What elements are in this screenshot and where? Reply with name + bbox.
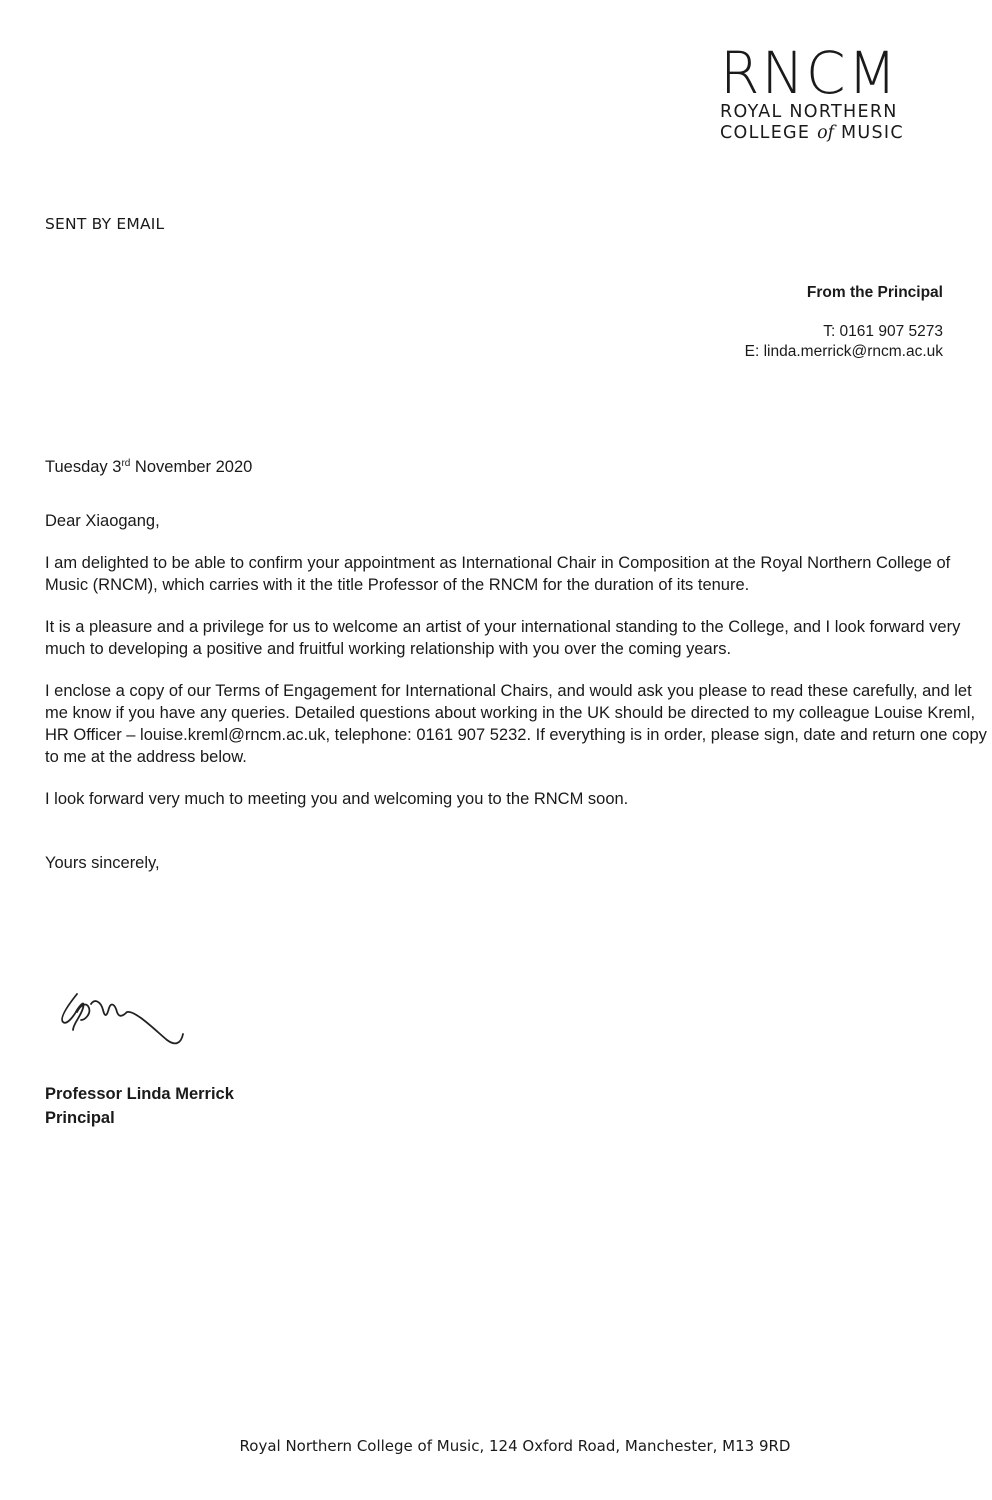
date-ordinal: rd [121,458,131,469]
logo-line-2-prefix: COLLEGE [720,123,818,143]
sender-email: E: linda.merrick@rncm.ac.uk [744,343,943,360]
logo-acronym: RNCM [720,39,899,107]
signer-role: Principal [45,1109,115,1127]
paragraph-terms: I enclose a copy of our Terms of Engagement for International Chairs, and would ask you please to read these carefully, and let me know if you have any queries. Detailed questions about working in the UK should be directed to my colleague Louise Kreml, HR Officer – louise.kreml@rncm.ac.uk, telephone: 0161 907 5232. If everything is in order, please sign, date and return one copy to me at the address below. [45,682,987,766]
closing: Yours sincerely, [45,854,160,872]
paragraph-meeting: I look forward very much to meeting you and welcoming you to the RNCM soon. [45,790,629,808]
sent-by-email-label: SENT BY EMAIL [45,215,165,233]
footer-address: Royal Northern College of Music, 124 Oxford Road, Manchester, M13 9RD [239,1437,791,1455]
greeting: Dear Xiaogang, [45,512,160,530]
letter-date [45,456,990,478]
paragraph-welcome: It is a pleasure and a privilege for us to welcome an artist of your international standing to the College, and I look forward very much to developing a positive and fruitful working relationship with you over the coming years. [45,618,961,658]
paragraph-appointment: I am delighted to be able to confirm your appointment as International Chair in Composition at the Royal Northern College of Music (RNCM), which carries with it the title Professor of the RNCM for the duration of its tenure. [45,554,951,594]
sender-block [745,284,943,362]
rncm-logo [720,39,930,144]
logo-line-2-suffix: MUSIC [834,123,904,143]
sender-contact [745,322,943,362]
signer-block [45,1082,234,1130]
logo-line-1: ROYAL NORTHERN [720,102,898,122]
logo-of: of [817,123,835,143]
logo-line-2 [720,123,930,144]
from-title: From the Principal [806,284,943,301]
sender-telephone: T: 0161 907 5273 [823,323,943,340]
date-day: Tuesday 3 [45,458,122,476]
handwritten-signature [55,990,215,1060]
signer-name: Professor Linda Merrick [45,1085,234,1103]
date-rest: November 2020 [130,458,253,476]
letter-body [45,456,990,874]
